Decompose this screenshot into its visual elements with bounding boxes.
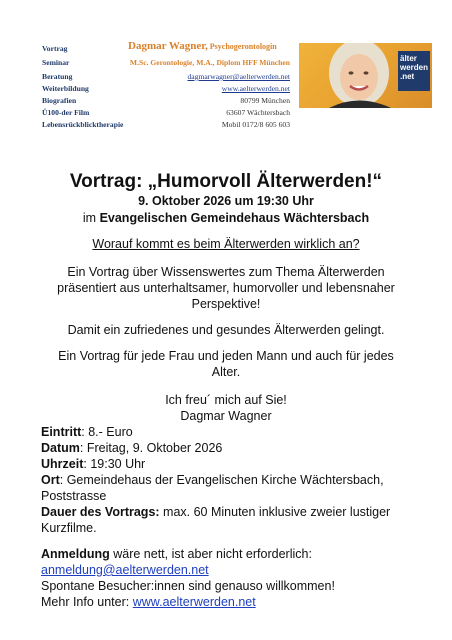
event-venue-line: im Evangelischen Gemeindehaus Wächtersbach bbox=[82, 211, 370, 225]
letterhead-row bbox=[42, 40, 290, 55]
letterhead-label: Vortrag bbox=[42, 44, 68, 53]
letterhead bbox=[42, 40, 290, 155]
event-title: Vortrag: „Humorvoll Älterwerden!“ bbox=[69, 171, 383, 192]
letterhead-row: Beratung dagmarwagner@aelterwerden.net bbox=[42, 72, 290, 81]
letterhead-row: Biografien 80799 München bbox=[42, 96, 290, 105]
detail-place: Ort: Gemeindehaus der Evangelischen Kirche Wächtersbach, bbox=[41, 473, 384, 487]
detail-date: Datum: Freitag, 9. Oktober 2026 bbox=[41, 441, 223, 455]
audience-line-2: Alter. bbox=[211, 365, 241, 379]
greeting: Ich freu´ mich auf Sie! bbox=[165, 393, 287, 407]
signature-name: Dagmar Wagner bbox=[180, 409, 272, 423]
letterhead-row: Lebensrückblicktherapie Mobil 0172/8 605 603 bbox=[42, 120, 290, 129]
letterhead-row: Weiterbildung www.aelterwerden.net bbox=[42, 84, 290, 93]
detail-place-street: Poststrasse bbox=[41, 489, 107, 503]
phone-number: Mobil 0172/8 605 603 bbox=[221, 120, 290, 129]
goal-text: Damit ein zufriedenes und gesundes Älterwerden gelingt. bbox=[67, 323, 385, 337]
event-date: 9. Oktober 2026 um 19:30 Uhr bbox=[138, 194, 314, 208]
detail-duration: Dauer des Vortrags: max. 60 Minuten inklusive zweier lustiger bbox=[41, 505, 391, 519]
qualification: M.Sc. Gerontologie, M.A., Diplom HFF München bbox=[129, 58, 290, 67]
more-info-line: Mehr Info unter: www.aelterwerden.net bbox=[41, 595, 256, 609]
detail-duration-cont: Kurzfilme. bbox=[41, 521, 97, 535]
detail-entry: Eintritt: 8.- Euro bbox=[41, 425, 133, 439]
postal-city-2: 63607 Wächtersbach bbox=[226, 108, 290, 117]
description-line-3: Perspektive! bbox=[191, 297, 261, 311]
registration-email-link[interactable]: anmeldung@aelterwerden.net bbox=[41, 563, 209, 577]
key-question: Worauf kommt es beim Älterwerden wirklich an? bbox=[92, 237, 360, 251]
author-name: Dagmar Wagner, Psychogerontologin bbox=[128, 40, 277, 52]
brand-logo: älter werden .net bbox=[398, 51, 430, 91]
header-website-link[interactable]: www.aelterwerden.net bbox=[221, 84, 290, 93]
registration-line: Anmeldung wäre nett, ist aber nicht erforderlich: bbox=[41, 547, 312, 561]
audience-line-1: Ein Vortrag für jede Frau und jeden Mann und auch für jedes bbox=[58, 349, 394, 363]
letterhead-row: Seminar M.Sc. Gerontologie, M.A., Diplom HFF München bbox=[42, 58, 290, 67]
header-email-link[interactable]: dagmarwagner@aelterwerden.net bbox=[187, 72, 290, 81]
description-line-1: Ein Vortrag über Wissenswertes zum Thema Älterwerden bbox=[67, 265, 385, 279]
spontaneous-visitors: Spontane Besucher:innen sind genauso willkommen! bbox=[41, 579, 335, 593]
author-photo bbox=[299, 43, 432, 108]
postal-city: 80799 München bbox=[240, 96, 290, 105]
description-line-2: präsentiert aus unterhaltsamer, humorvoller und lebensnaher bbox=[57, 281, 395, 295]
website-link[interactable]: www.aelterwerden.net bbox=[132, 595, 256, 609]
detail-time: Uhrzeit: 19:30 Uhr bbox=[41, 457, 146, 471]
letterhead-row: Ü100-der Film 63607 Wächtersbach bbox=[42, 108, 290, 117]
